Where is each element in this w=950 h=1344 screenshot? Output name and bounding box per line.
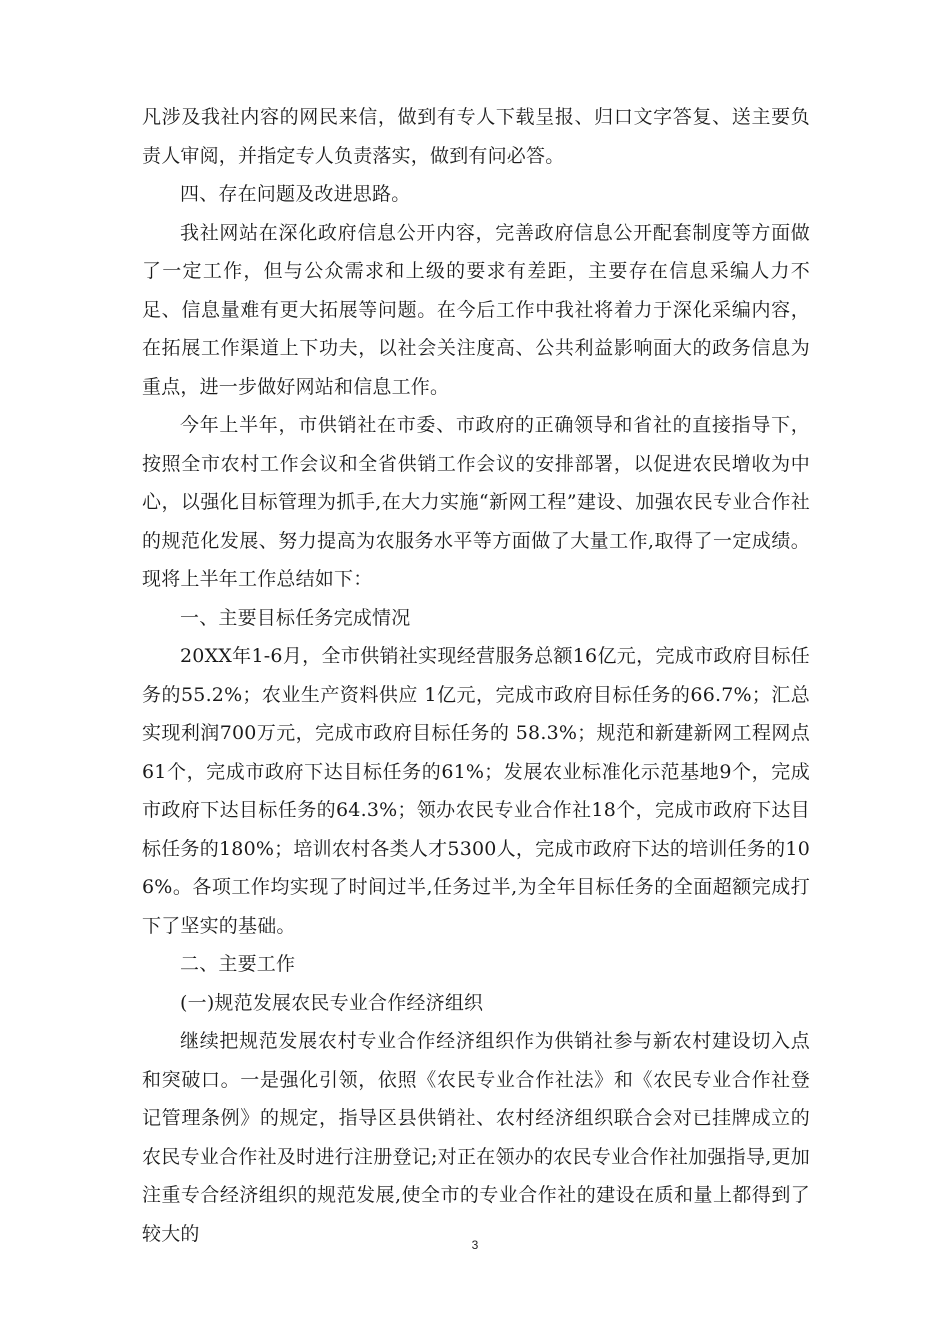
paragraph-4: 今年上半年，市供销社在市委、市政府的正确领导和省社的直接指导下，按照全市农村工作会议和全省供销工作会议的安排部署，以促进农民增收为中心，以强化目标管理为抓手,在大力实施“新网工程”建设、加强农民专业合作社的规范化发展、努力提高为农服务水平等方面做了大量工作,取得了一定成绩。现将上半年工作总结如下：: [142, 414, 810, 590]
paragraph-1: 凡涉及我社内容的网民来信，做到有专人下载呈报、归口文字答复、送主要负责人审阅，并指定专人负责落实，做到有问必答。: [142, 106, 810, 167]
section-heading-1: 一、主要目标任务完成情况: [180, 606, 411, 629]
subsection-heading-1: (一)规范发展农民专业合作经济组织: [180, 991, 484, 1014]
document-body: [142, 98, 810, 1253]
section-heading-4: 四、存在问题及改进思路。: [180, 183, 411, 205]
paragraph-9: 继续把规范发展农村专业合作经济组织作为供销社参与新农村建设切入点和突破口。一是强化引领，依照《农民专业合作社法》和《农民专业合作社登记管理条例》的规定，指导区县供销社、农村经济组织联合会对已挂牌成立的农民专业合作社及时进行注册登记;对正在领办的农民专业合作社加强指导,更加注重专合经济组织的规范发展,使全市的专业合作社的建设在质和量上都得到了较大的: [142, 1030, 810, 1245]
page-number: 3: [471, 1238, 479, 1252]
paragraph-3: 我社网站在深化政府信息公开内容，完善政府信息公开配套制度等方面做了一定工作，但与公众需求和上级的要求有差距，主要存在信息采编人力不足、信息量难有更大拓展等问题。在今后工作中我社将着力于深化采编内容，在拓展工作渠道上下功夫，以社会关注度高、公共利益影响面大的政务信息为重点，进一步做好网站和信息工作。: [142, 221, 810, 398]
section-heading-2: 二、主要工作: [180, 953, 296, 975]
paragraph-6: 20XX年1-6月，全市供销社实现经营服务总额16亿元，完成市政府目标任务的55.2%；农业生产资料供应 1亿元，完成市政府目标任务的66.7%；汇总实现利润700万元，完成市政府目标任务的 58.3%；规范和新建新网工程网点61个，完成市政府下达目标任务的61%；发展农业标准化示范基地9个，完成市政府下达目标任务的64.3%；领办农民专业合作社18个，完成市政府下达目标任务的180%；培训农村各类人才5300人，完成市政府下达的培训任务的106%。各项工作均实现了时间过半,任务过半,为全年目标任务的全面超额完成打下了坚实的基础。: [142, 645, 810, 937]
